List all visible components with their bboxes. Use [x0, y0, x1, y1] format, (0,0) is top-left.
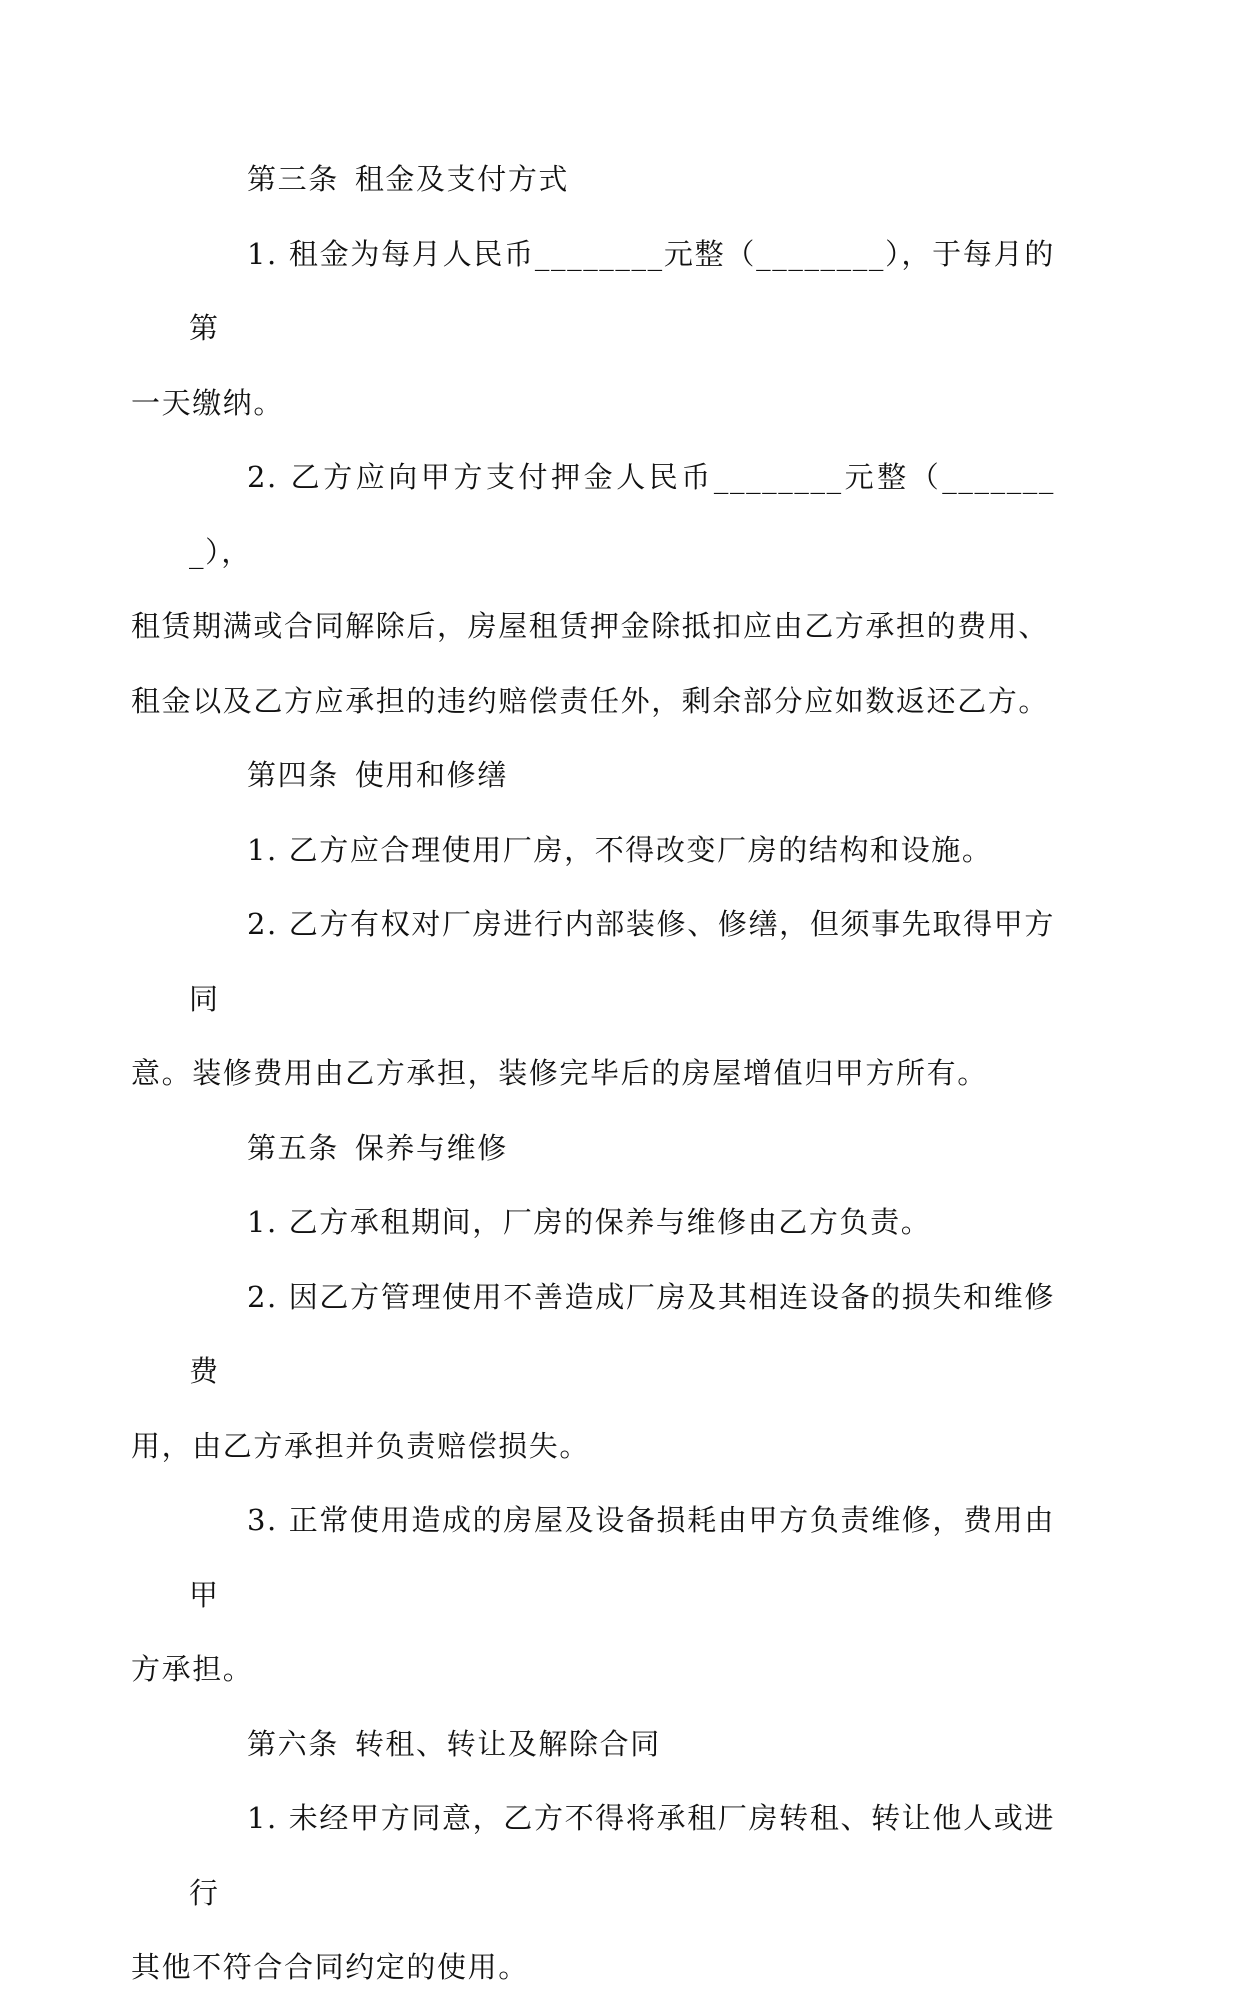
- article-label: 第五条: [247, 1130, 339, 1165]
- paragraph-line: 1. 未经甲方同意，乙方不得将承租厂房转租、转让他人或进行: [189, 1801, 1055, 1910]
- article-title: 保养与维修: [354, 1130, 508, 1165]
- article-label: 第四条: [247, 758, 339, 792]
- paragraph-line: 1. 租金为每月人民币________元整（________），于每月的第: [189, 236, 1055, 345]
- article-title: 使用和修缮: [354, 758, 508, 792]
- paragraph-line: 2. 乙方应向甲方支付押金人民币________元整（________），: [189, 460, 1055, 569]
- paragraph-line: 3. 正常使用造成的房屋及设备损耗由甲方负责维修，费用由甲: [189, 1503, 1055, 1612]
- paragraph-line: 1. 乙方承租期间，厂房的保养与维修由乙方负责。: [247, 1205, 932, 1239]
- article-label: 第三条: [247, 162, 339, 196]
- article-4-clause-1: [189, 813, 1055, 888]
- paragraph-line: 方承担。: [131, 1652, 254, 1686]
- paragraph-line: 2. 因乙方管理使用不善造成厂房及其相连设备的损失和维修费: [189, 1279, 1055, 1388]
- paragraph-line: 2. 乙方有权对厂房进行内部装修、修缮，但须事先取得甲方同: [189, 907, 1055, 1016]
- article-3-clause-2: [131, 440, 1055, 738]
- paragraph-line: 一天缴纳。: [131, 385, 285, 420]
- article-4-heading: [189, 738, 1055, 813]
- document-body: [131, 142, 1055, 2005]
- article-4-clause-2: [131, 887, 1055, 1111]
- article-6-heading: [189, 1707, 1055, 1782]
- paragraph-line: 租赁期满或合同解除后，房屋租赁押金除抵扣应由乙方承担的费用、: [131, 609, 1050, 643]
- article-5-clause-1: [189, 1185, 1055, 1260]
- article-label: 第六条: [247, 1726, 339, 1761]
- paragraph-line: 其他不符合合同约定的使用。: [131, 1950, 529, 1984]
- paragraph-line: 意。装修费用由乙方承担，装修完毕后的房屋增值归甲方所有。: [131, 1056, 988, 1090]
- article-5-clause-3: [131, 1483, 1055, 1707]
- article-3-heading: [189, 142, 1055, 217]
- article-title: 租金及支付方式: [354, 162, 570, 196]
- paragraph-line: 租金以及乙方应承担的违约赔偿责任外，剩余部分应如数返还乙方。: [131, 683, 1050, 718]
- paragraph-line: 用，由乙方承担并负责赔偿损失。: [131, 1428, 591, 1463]
- article-3-clause-1: [131, 217, 1055, 441]
- article-5-heading: [189, 1111, 1055, 1186]
- article-6-clause-1: [131, 1781, 1055, 2005]
- article-title: 转租、转让及解除合同: [354, 1726, 661, 1761]
- paragraph-line: 1. 乙方应合理使用厂房，不得改变厂房的结构和设施。: [247, 832, 993, 867]
- article-5-clause-2: [131, 1260, 1055, 1484]
